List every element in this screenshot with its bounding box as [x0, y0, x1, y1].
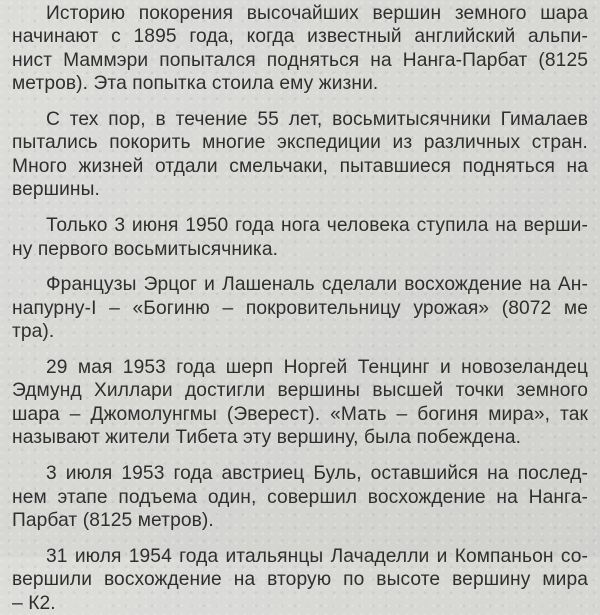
text-line: 29 мая 1953 года шерп Норгей Тенцинг и новозеландец	[46, 357, 588, 379]
text-line: Французы Эрцог и Лашеналь сделали восхождение на Ан-	[46, 274, 588, 296]
text-line: С тех пор, в течение 55 лет, восьмитысячники Гималаев	[46, 109, 588, 131]
text-line: вершины.	[12, 179, 100, 201]
text-line: Эдмунд Хиллари достигли вершины высшей точки земного	[12, 380, 588, 402]
text-line: Только 3 июня 1950 года нога человека ступила на верши-	[46, 215, 588, 237]
text-line: 31 июля 1954 года итальянцы Лачаделли и Компаньон со-	[46, 545, 588, 567]
paragraph-mummery	[12, 2, 588, 96]
text-line: Много жизней отдали смельчаки, пытавшиеся подняться на	[12, 155, 588, 177]
paragraph-expeditions	[12, 108, 588, 202]
text-line: начинают с 1895 года, когда известный английский альпи-	[12, 26, 588, 48]
paragraph-k2	[12, 545, 588, 615]
paragraph-nanga-parbat	[12, 462, 588, 532]
text-line: тра).	[12, 321, 55, 343]
text-line: 3 июля 1953 года австриец Буль, оставшийся на послед-	[46, 463, 588, 485]
paragraph-1950	[12, 214, 588, 261]
text-line: – К2.	[12, 592, 56, 614]
text-line: шара – Джомолунгмы (Эверест). «Мать – богиня мира», так	[12, 403, 588, 425]
text-line: ну первого восьмитысячника.	[12, 238, 279, 260]
text-line: пытались покорить многие экспедиции из различных стран.	[12, 132, 588, 154]
text-line: вершили восхождение на вторую по высоте вершину мира	[12, 569, 588, 591]
text-line: напурну-I – «Богиню – покровительницу урожая» (8072 ме	[12, 297, 588, 319]
text-line: метров). Эта попытка стоила ему жизни.	[12, 73, 379, 95]
text-line: называют жители Тибета эту вершину, была побеждена.	[12, 427, 522, 449]
text-line: нист Маммэри попытался подняться на Нанга-Парбат (8125	[12, 49, 588, 71]
text-line: Историю покорения высочайших вершин земного шара	[46, 3, 588, 24]
paragraph-everest	[12, 356, 588, 450]
paragraph-annapurna	[12, 273, 588, 343]
text-line: Парбат (8125 метров).	[12, 509, 214, 531]
text-line: нем этапе подъема один, совершил восхождение на Нанга-	[12, 486, 588, 508]
